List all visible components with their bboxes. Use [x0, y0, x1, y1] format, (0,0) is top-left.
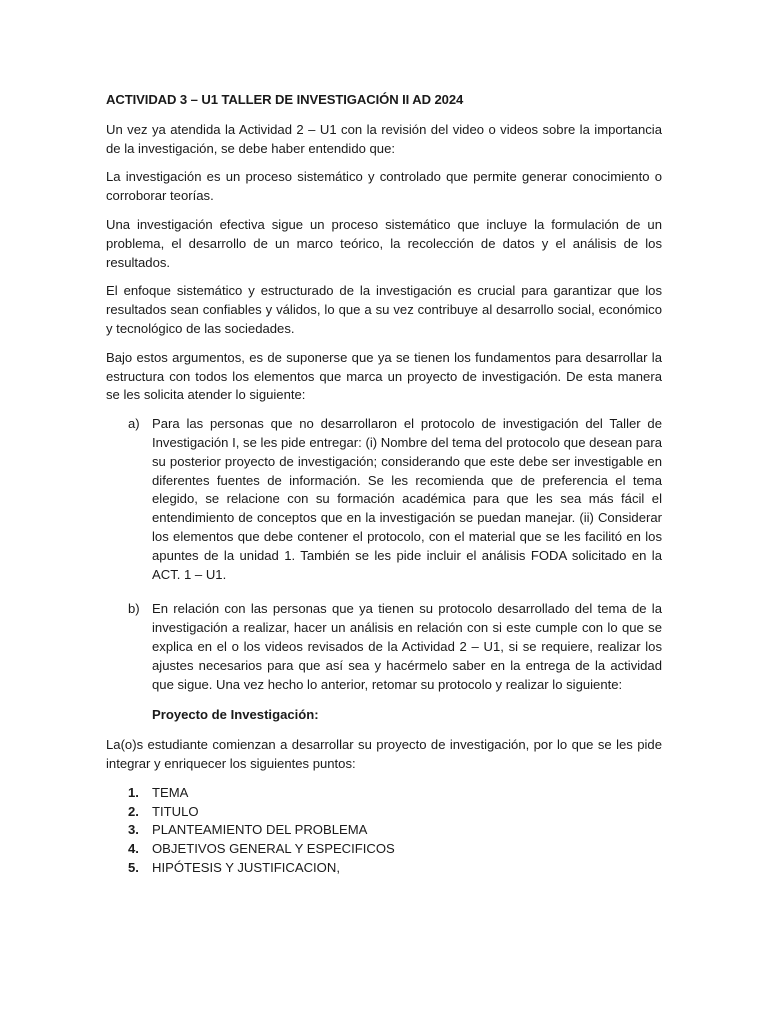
list-item-text: HIPÓTESIS Y JUSTIFICACION,: [152, 859, 340, 875]
list-item-text: OBJETIVOS GENERAL Y ESPECIFICOS: [152, 841, 395, 857]
intro-paragraph: Un vez ya atendida la Actividad 2 – U1 con la revisión del video o videos sobre la importancia de la investigación, se debe haber entendido que:: [106, 121, 662, 156]
instruction-item-b: [106, 600, 662, 694]
list-marker: a): [128, 416, 140, 432]
list-number: 3.: [128, 822, 139, 838]
points-list: [106, 784, 662, 878]
list-item: [106, 784, 662, 803]
process-paragraph: Una investigación efectiva sigue un proceso sistemático que incluye la formulación de un problema, el desarrollo de un marco teórico, la recolección de datos y el análisis de los resultados.: [106, 216, 662, 270]
definition-paragraph: La investigación es un proceso sistemático y controlado que permite generar conocimiento o corroborar teorías.: [106, 169, 662, 204]
list-number: 2.: [128, 803, 139, 819]
list-number: 5.: [128, 859, 139, 875]
project-subheading: Proyecto de Investigación:: [152, 707, 319, 723]
list-marker: b): [128, 601, 140, 617]
list-item-text: TITULO: [152, 803, 199, 819]
instruction-text: En relación con las personas que ya tienen su protocolo desarrollado del tema de la investigación a realizar, hacer un análisis en relación con si este cumple con lo que se explica en el o los videos revisados de la Actividad 2 – U1, si se requiere, realizar los ajustes necesarios para que así sea y hacérmelo saber en la entrega de la actividad que sigue. Una vez hecho lo anterior, retomar su protocolo y realizar lo siguiente:: [152, 601, 662, 692]
document-page: [106, 91, 662, 878]
instruction-item-a: [106, 415, 662, 584]
document-title: ACTIVIDAD 3 – U1 TALLER DE INVESTIGACIÓN II AD 2024: [106, 92, 464, 107]
list-item: [106, 859, 662, 878]
list-item: [106, 840, 662, 859]
list-item-text: PLANTEAMIENTO DEL PROBLEMA: [152, 822, 368, 838]
list-item: [106, 803, 662, 822]
closing-paragraph: La(o)s estudiante comienzan a desarrollar su proyecto de investigación, por lo que se les pide integrar y enriquecer los siguientes puntos:: [106, 737, 662, 771]
list-item-text: TEMA: [152, 784, 189, 800]
list-item: [106, 821, 662, 840]
instruction-text: Para las personas que no desarrollaron el protocolo de investigación del Taller de Investigación I, se les pide entregar: (i) Nombre del tema del protocolo que desean para su posterior proyecto de investigación; considerando que este debe ser investigable en diferentes fuentes de información. Se les recomienda que de preferencia el tema elegido, se relacione con su formación académica para que les sea más fácil el entendimiento de conceptos que en la investigación se puedan manejar. (ii) Considerar los elementos que debe contener el protocolo, con el material que se les facilitó en los apuntes de la unidad 1. También se les pide incluir el análisis FODA solicitado en la ACT. 1 – U1.: [152, 416, 662, 582]
instructions-paragraph: Bajo estos argumentos, es de suponerse que ya se tienen los fundamentos para desarrollar la estructura con todos los elementos que marca un proyecto de investigación. De esta manera se les solicita atender lo siguiente:: [106, 349, 662, 403]
list-number: 1.: [128, 784, 139, 800]
list-number: 4.: [128, 841, 139, 857]
instruction-list: [106, 415, 662, 694]
approach-paragraph: El enfoque sistemático y estructurado de la investigación es crucial para garantizar que los resultados sean confiables y válidos, lo que a su vez contribuye al desarrollo social, económico y tecnológico de las sociedades.: [106, 283, 662, 336]
